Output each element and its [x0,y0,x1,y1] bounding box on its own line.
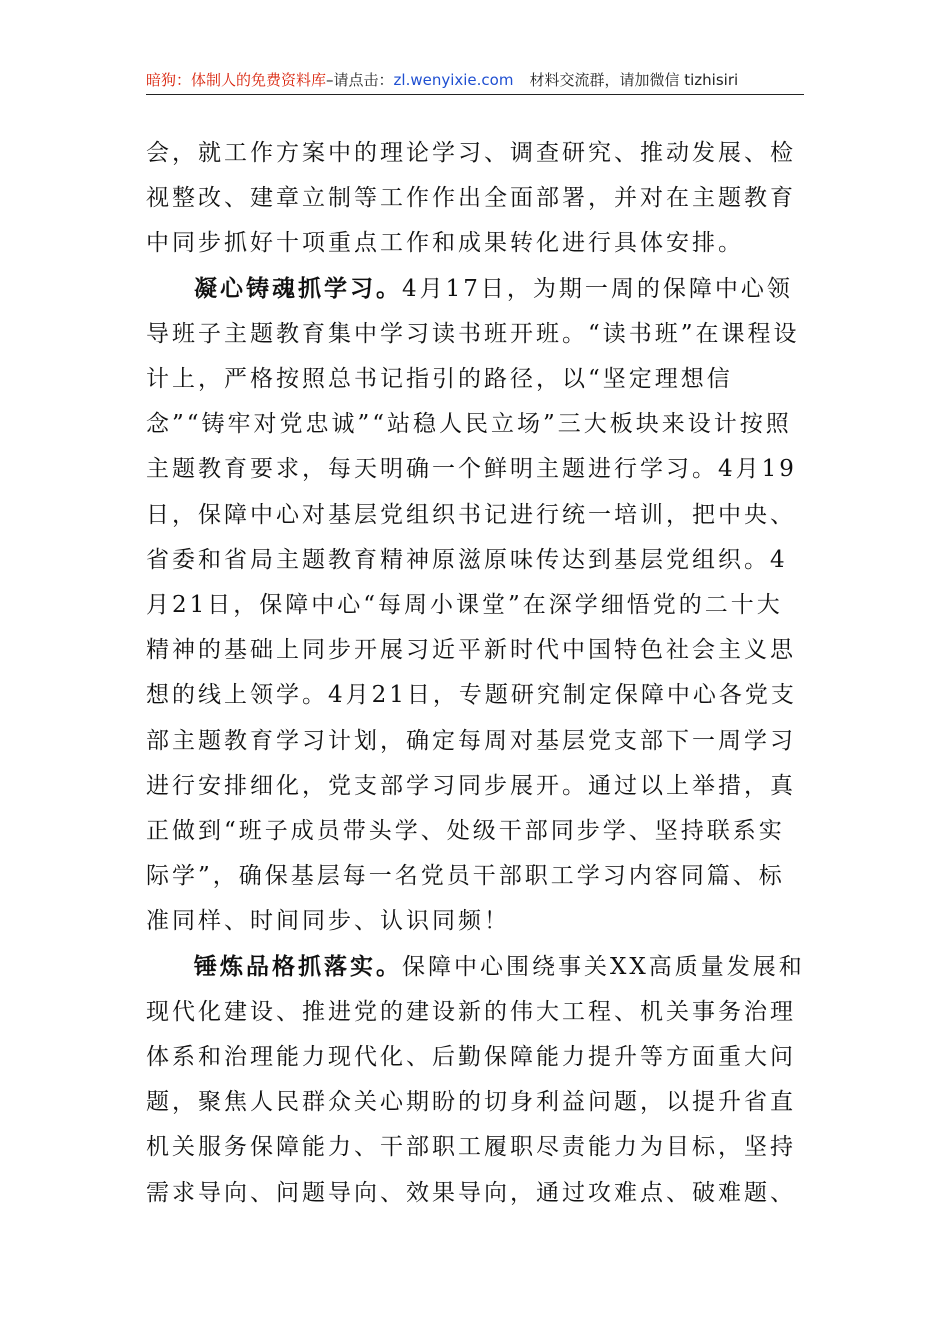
header-link[interactable]: zl.wenyixie.com [393,71,514,89]
paragraph-keyword: 凝心铸魂抓学习。 [194,275,402,302]
header-click-prompt: –请点击： [326,71,394,89]
paragraph-text: 会，就工作方案中的理论学习、调查研究、推动发展、检视整改、建章立制等工作作出全面部署，并对在主题教育中同步抓好十项重点工作和成果转化进行具体安排。 [146,140,796,257]
paragraph-text: 4月17日，为期一周的保障中心领导班子主题教育集中学习读书班开班。“读书班”在课程设计上，严格按照总书记指引的路径，以“坚定理想信念”“铸牢对党忠诚”“站稳人民立场”三大板块来设计按照主题教育要求，每天明确一个鲜明主题进行学习。4月19日，保障中心对基层党组织书记进行统一培训，把中央、省委和省局主题教育精神原滋原味传达到基层党组织。4月21日，保障中心“每周小课堂”在深学细悟党的二十大精神的基础上同步开展习近平新时代中国特色社会主义思想的线上领学。4月21日，专题研究制定保障中心各党支部主题教育学习计划，确定每周对基层党支部下一周学习进行安排细化，党支部学习同步展开。通过以上举措，真正做到“班子成员带头学、处级干部同步学、坚持联系实际学”，确保基层每一名党员干部职工学习内容同篇、标准同样、时间同步、认识同频！ [146,275,800,935]
paragraph-text: 保障中心围绕事关XX高质量发展和现代化建设、推进党的建设新的伟大工程、机关事务治理体系和治理能力现代化、后勤保障能力提升等方面重大问题，聚焦人民群众关心期盼的切身利益问题，以提升省直机关服务保障能力、干部职工履职尽责能力为目标，坚持需求导向、问题导向、效果导向，通过攻难点、破难题、 [146,953,805,1206]
paragraph-keyword: 锤炼品格抓落实。 [194,953,402,980]
page-header [146,66,804,95]
paragraph-study [146,267,808,945]
paragraph-implementation [146,945,808,1216]
header-contact: 材料交流群，请加微信 tizhisiri [529,71,739,89]
header-brand: 暗狗：体制人的免费资料库 [146,71,327,89]
paragraph-continuation [146,131,808,267]
document-body [146,131,808,1216]
